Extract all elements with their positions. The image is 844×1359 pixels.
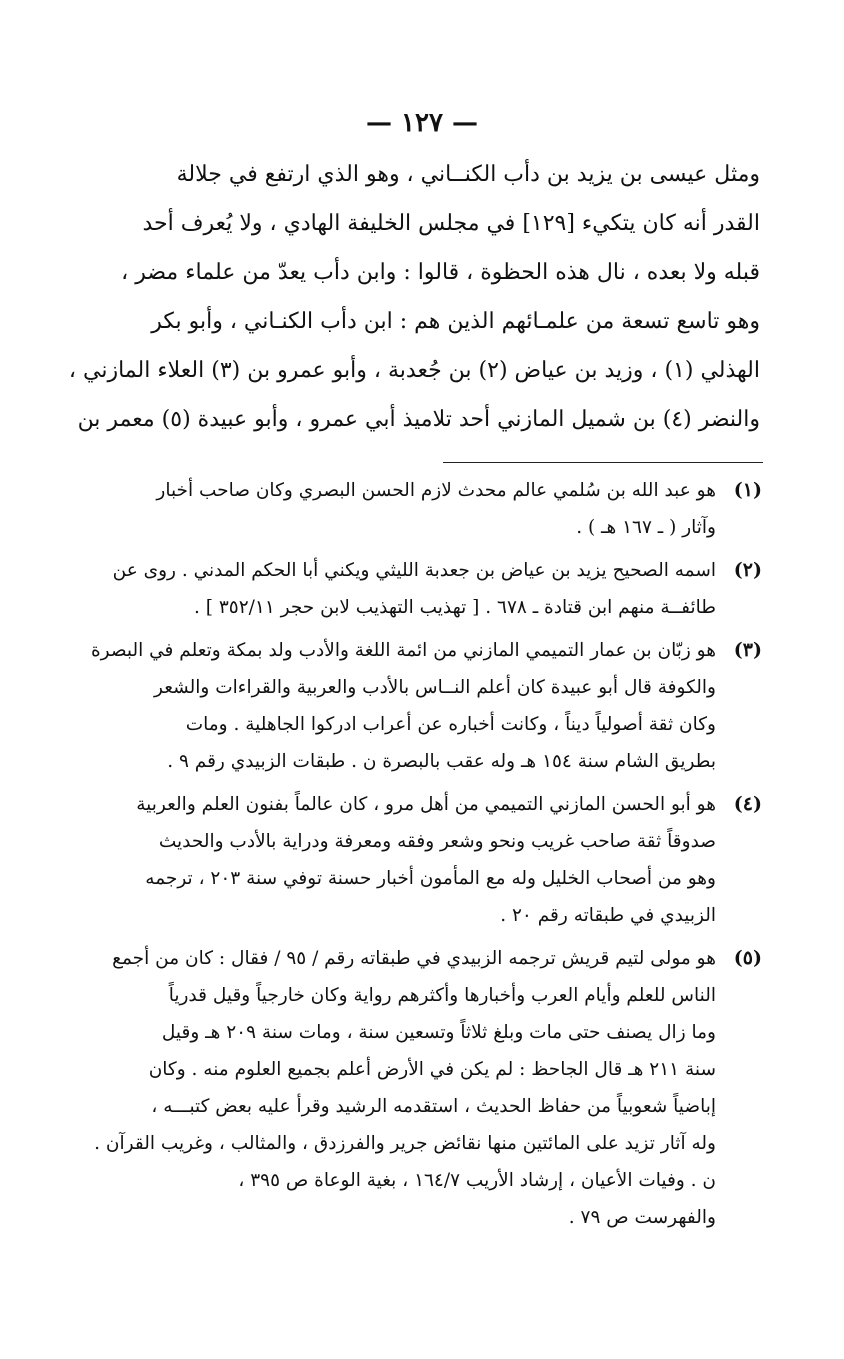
footnote-4 (100, 786, 762, 934)
footnote-line: سنة ٢١١ هـ قال الجاحظ : لم يكن في الأرض أعلم بجميع العلوم منه . وكان (148, 1059, 716, 1080)
footnote-line: ن . وفيات الأعيان ، إرشاد الأريب ١٦٤/٧ ، بغية الوعاة ص ٣٩٥ ، (238, 1170, 716, 1191)
footnote-divider (443, 462, 763, 463)
footnote-line: اسمه الصحيح يزيد بن عياض بن جعدبة الليثي ويكني أبا الحكم المدني . روى عن (112, 560, 716, 581)
footnote-1 (100, 472, 762, 546)
footnote-number: (٢) (733, 559, 762, 581)
footnote-line: والفهرست ص ٧٩ . (568, 1207, 716, 1228)
main-text-line: قبله ولا بعده ، نال هذه الحظوة ، قالوا : وابن دأب يعدّ من علماء مضر ، (121, 260, 760, 285)
footnote-line: هو زبّان بن عمار التميمي المازني من ائمة اللغة والأدب ولد بمكة وتعلم في البصرة (90, 640, 716, 661)
footnote-line: طائفــة منهم ابن قتادة ـ ٦٧٨ . [ تهذيب التهذيب لابن حجر ٣٥٢/١١ ] . (194, 597, 716, 618)
footnote-line: وكان ثقة أصولياً ديناً ، وكانت أخباره عن أعراب ادركوا الجاهلية . ومات (185, 714, 716, 735)
footnote-number: (٤) (733, 793, 762, 815)
footnote-line: وله آثار تزيد على المائتين منها نقائض جرير والفرزدق ، والمثالب ، وغريب القرآن . (94, 1133, 716, 1154)
footnote-line: إباضياً شعوبياً من حفاظ الحديث ، استقدمه الرشيد وقرأ عليه بعض كتبـــه ، (151, 1096, 716, 1117)
footnote-line: هو أبو الحسن المازني التميمي من أهل مرو ، كان عالماً بفنون العلم والعربية (136, 794, 716, 815)
footnote-number: (٣) (733, 639, 762, 661)
main-text-line: القدر أنه كان يتكيء [١٢٩] في مجلس الخليفة الهادي ، ولا يُعرف أحد (142, 211, 760, 236)
footnote-line: وآثار ( ـ ١٦٧ هـ ) . (576, 517, 716, 538)
footnote-line: والكوفة قال أبو عبيدة كان أعلم النــاس بالأدب والعربية والقراءات والشعر (154, 677, 716, 698)
footnote-line: وهو من أصحاب الخليل وله مع المأمون أخبار حسنة توفي سنة ٢٠٣ ، ترجمه (145, 868, 716, 889)
footnote-number: (٥) (733, 947, 762, 969)
footnote-3 (90, 632, 762, 780)
main-text-line: وهو تاسع تسعة من علمـائهم الذين هم : ابن دأب الكنـاني ، وأبو بكر (151, 309, 760, 334)
footnote-5 (94, 940, 762, 1236)
page-number: — ١٢٧ — (365, 108, 479, 138)
footnote-number: (١) (733, 479, 762, 501)
footnote-line: بطريق الشام سنة ١٥٤ هـ وله عقب بالبصرة ن . طبقات الزبيدي رقم ٩ . (167, 751, 716, 772)
main-text-line: الهذلي (١) ، وزيد بن عياض (٢) بن جُعدبة ، وأبو عمرو بن (٣) العلاء المازني ، (68, 358, 760, 383)
footnotes (90, 472, 762, 1242)
main-text-line: والنضر (٤) بن شميل المازني أحد تلاميذ أبي عمرو ، وأبو عبيدة (٥) معمر بن (77, 407, 760, 432)
footnote-2 (100, 552, 762, 626)
main-text (68, 150, 760, 444)
footnote-line: هو مولى لتيم قريش ترجمه الزبيدي في طبقاته رقم / ٩٥ / فقال : كان من أجمع (112, 948, 716, 969)
footnote-line: هو عبد الله بن سُلمي عالم محدث لازم الحسن البصري وكان صاحب أخبار (156, 480, 716, 501)
footnote-line: وما زال يصنف حتى مات وبلغ ثلاثاً وتسعين سنة ، ومات سنة ٢٠٩ هـ وقيل (161, 1022, 716, 1043)
footnote-line: الزبيدي في طبقاته رقم ٢٠ . (500, 905, 716, 926)
main-text-line: ومثل عيسى بن يزيد بن دأب الكنــاني ، وهو الذي ارتفع في جلالة (176, 162, 760, 187)
footnote-line: الناس للعلم وأيام العرب وأخبارها وأكثرهم رواية وكان خارجياً وقيل قدرياً (168, 985, 716, 1006)
footnote-line: صدوقاً ثقة صاحب غريب ونحو وشعر وفقه ومعرفة ودراية بالأدب والحديث (158, 831, 716, 852)
